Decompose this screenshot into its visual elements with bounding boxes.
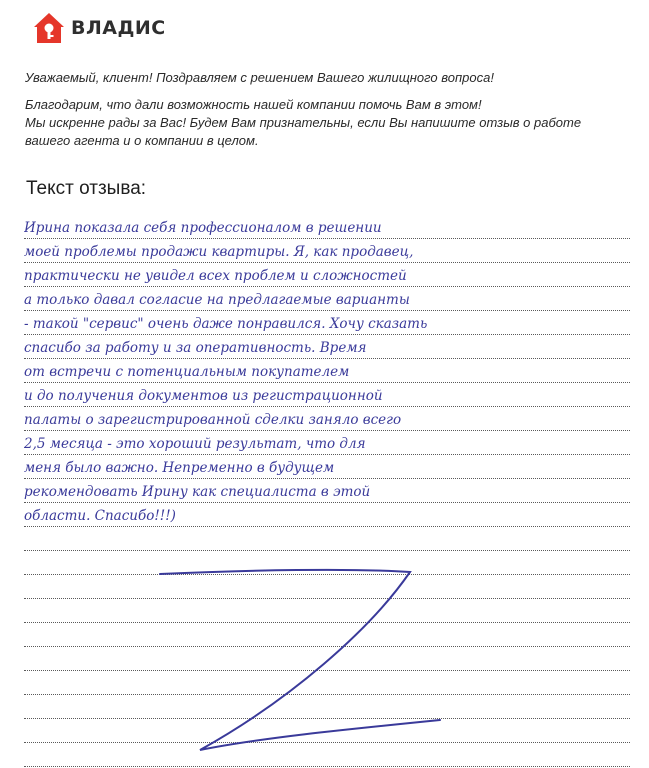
thanks-line-3: вашего агента и о компании в целом.	[25, 133, 259, 148]
handwritten-line-5: - такой "сервис" очень даже понравился. Хочу сказать	[24, 316, 428, 332]
handwritten-line-7: от встречи с потенциальным покупателем	[24, 364, 350, 380]
review-heading: Текст отзыва:	[26, 178, 147, 199]
handwritten-line-13: области. Спасибо!!!)	[24, 508, 176, 524]
handwritten-line-4: а только давал согласие на предлагаемые варианты	[24, 292, 410, 308]
handwritten-line-2: моей проблемы продажи квартиры. Я, как продавец,	[24, 244, 414, 260]
handwritten-line-10: 2,5 месяца - это хороший результат, что для	[24, 436, 366, 452]
company-logo	[33, 12, 166, 44]
handwritten-line-9: палаты о зарегистрированной сделки заняло всего	[24, 412, 402, 428]
greeting-line: Уважаемый, клиент! Поздравляем с решением Вашего жилищного вопроса!	[25, 70, 494, 85]
thanks-line-2: Мы искренне рады за Вас! Будем Вам признательны, если Вы напишите отзыв о работе	[25, 115, 582, 130]
handwritten-line-3: практически не увидел всех проблем и сложностей	[24, 268, 407, 284]
z-strike-mark	[140, 560, 460, 760]
handwritten-line-12: рекомендовать Ирину как специалиста в этой	[24, 484, 371, 500]
brand-name: ВЛАДИС	[71, 17, 166, 39]
greeting-text	[25, 69, 635, 87]
thanks-line-1: Благодарим, что дали возможность нашей компании помочь Вам в этом!	[25, 97, 482, 112]
handwritten-line-1: Ирина показала себя профессионалом в решении	[24, 220, 382, 236]
thanks-paragraph	[25, 96, 635, 150]
house-key-icon	[33, 12, 65, 44]
handwritten-line-8: и до получения документов из регистрационной	[24, 388, 383, 404]
handwritten-line-11: меня было важно. Непременно в будущем	[24, 460, 335, 476]
handwritten-line-6: спасибо за работу и за оперативность. Время	[24, 340, 367, 356]
